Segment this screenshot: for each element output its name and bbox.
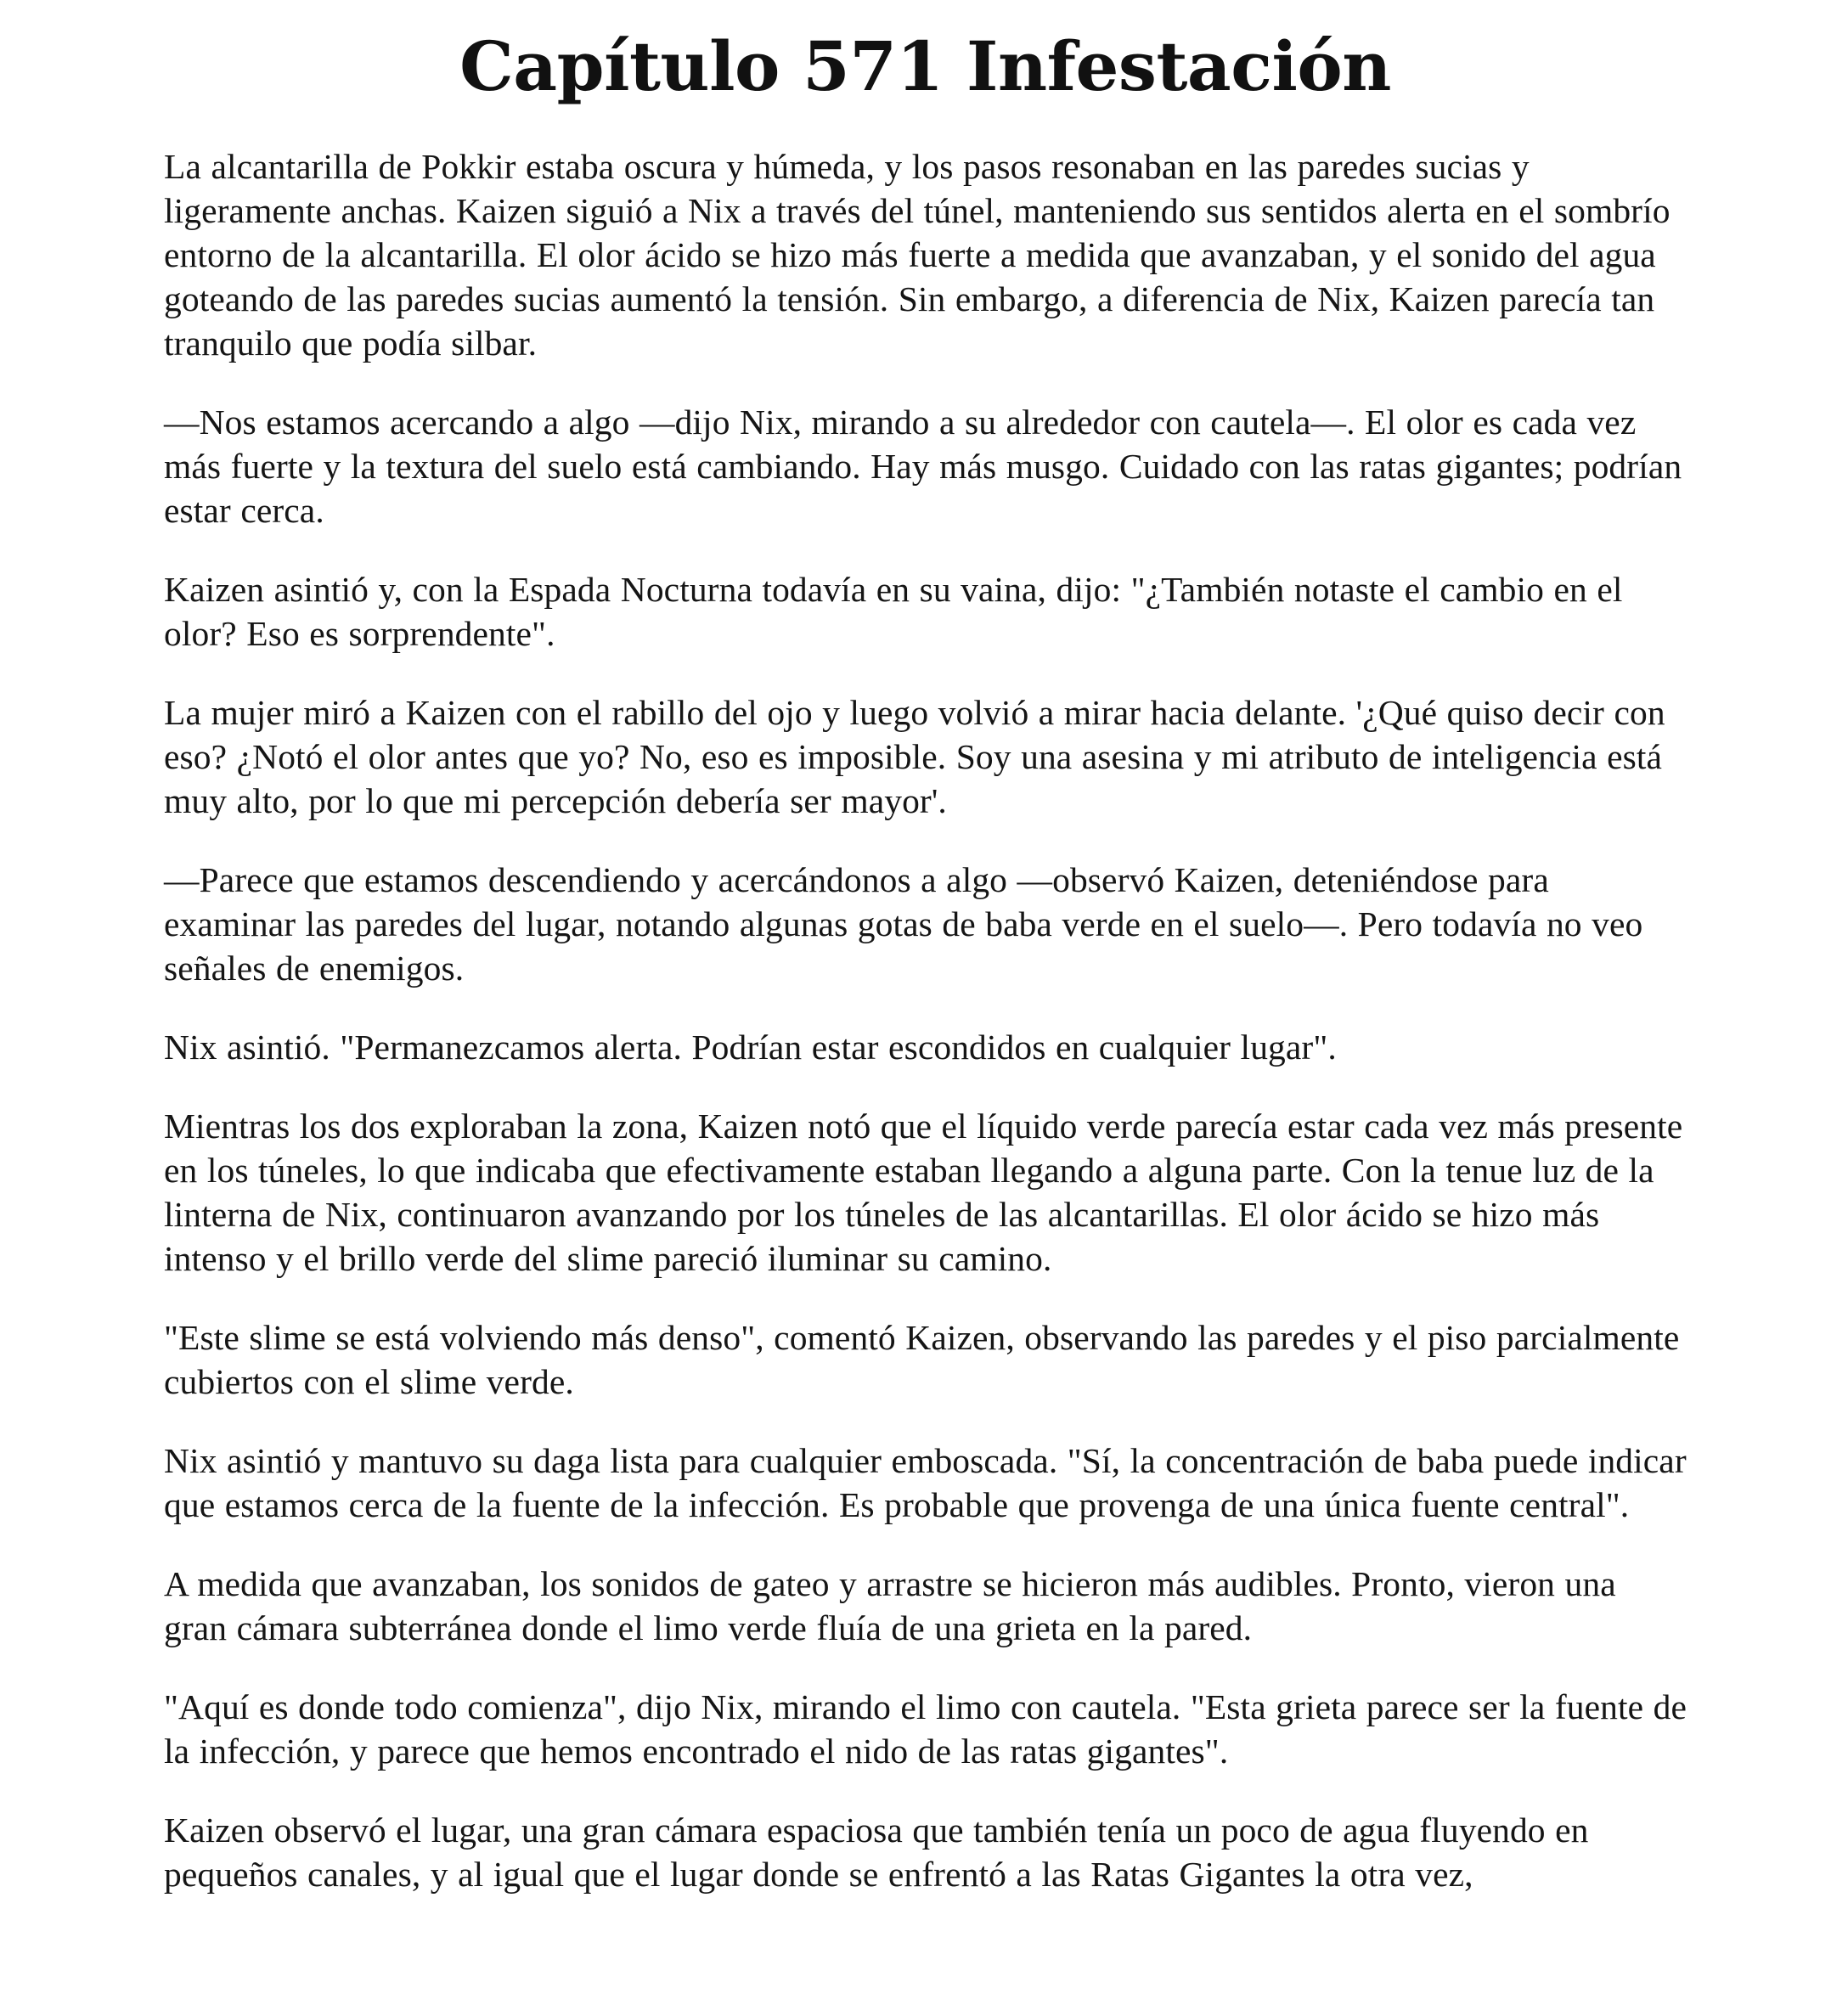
paragraph: —Nos estamos acercando a algo —dijo Nix, mirando a su alrededor con cautela—. El olor es cada vez más fuerte y la textura del suelo está cambiando. Hay más musgo. Cuidado con las ratas gigantes; podrían estar cerca. [164,403,1682,530]
paragraph: La alcantarilla de Pokkir estaba oscura y húmeda, y los pasos resonaban en las paredes sucias y ligeramente anchas. Kaizen siguió a Nix a través del túnel, manteniendo sus sentidos alerta en el sombrío entorno de la alcantarilla. El olor ácido se hizo más fuerte a medida que avanzaban, y el sonido del agua goteando de las paredes sucias aumentó la tensión. Sin embargo, a diferencia de Nix, Kaizen parecía tan tranquilo que podía silbar. [164,147,1671,363]
paragraph: Kaizen observó el lugar, una gran cámara espaciosa que también tenía un poco de agua fluyendo en pequeños canales, y al igual que el lugar donde se enfrentó a las Ratas Gigantes la otra vez, [164,1810,1589,1894]
paragraph: Nix asintió. "Permanezcamos alerta. Podrían estar escondidos en cualquier lugar". [164,1028,1337,1067]
chapter-body [164,144,1687,1896]
paragraph: La mujer miró a Kaizen con el rabillo del ojo y luego volvió a mirar hacia delante. '¿Qué quiso decir con eso? ¿Notó el olor antes que yo? No, eso es imposible. Soy una asesina y mi atributo de inteligencia está muy alto, por lo que mi percepción debería ser mayor'. [164,693,1665,820]
paragraph: A medida que avanzaban, los sonidos de gateo y arrastre se hicieron más audibles. Pronto, vieron una gran cámara subterránea donde el limo verde fluía de una grieta en la pared. [164,1564,1616,1647]
paragraph: Kaizen asintió y, con la Espada Nocturna todavía en su vaina, dijo: "¿También notaste el cambio en el olor? Eso es sorprendente". [164,570,1623,653]
paragraph: "Este slime se está volviendo más denso", comentó Kaizen, observando las paredes y el piso parcialmente cubiertos con el slime verde. [164,1318,1680,1401]
paragraph: —Parece que estamos descendiendo y acercándonos a algo —observó Kaizen, deteniéndose para examinar las paredes del lugar, notando algunas gotas de baba verde en el suelo—. Pero todavía no veo señales de enemigos. [164,860,1643,988]
paragraph: Mientras los dos exploraban la zona, Kaizen notó que el líquido verde parecía estar cada vez más presente en los túneles, lo que indicaba que efectivamente estaban llegando a alguna parte. Con la tenue luz de la linterna de Nix, continuaron avanzando por los túneles de las alcantarillas. El olor ácido se hizo más intenso y el brillo verde del slime pareció iluminar su camino. [164,1106,1683,1278]
chapter-title: Capítulo 571 Infestación [459,26,1391,106]
paragraph: Nix asintió y mantuvo su daga lista para cualquier emboscada. "Sí, la concentración de baba puede indicar que estamos cerca de la fuente de la infección. Es probable que provenga de una única fuente central". [164,1441,1687,1524]
paragraph: "Aquí es donde todo comienza", dijo Nix, mirando el limo con cautela. "Esta grieta parece ser la fuente de la infección, y parece que hemos encontrado el nido de las ratas gigantes". [164,1687,1687,1771]
